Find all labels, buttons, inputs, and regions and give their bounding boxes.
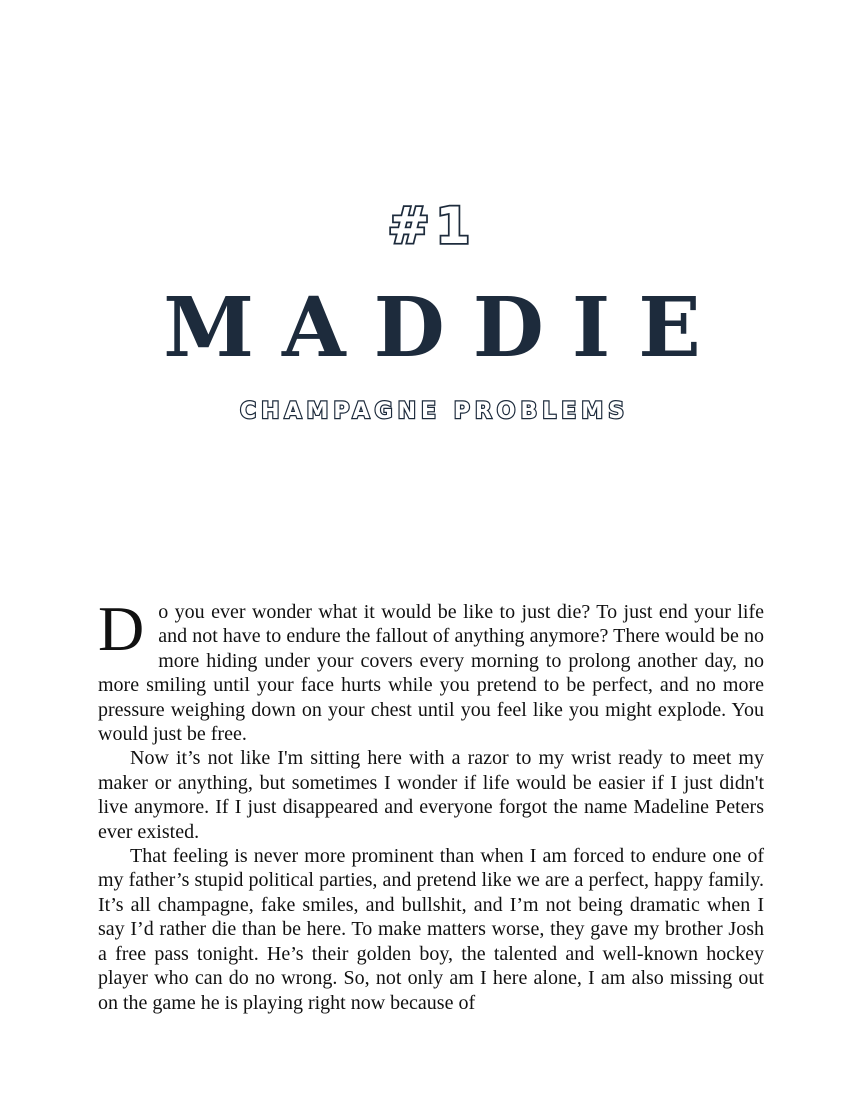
chapter-body bbox=[98, 593, 764, 1015]
chapter-subtitle: CHAMPAGNE PROBLEMS bbox=[239, 399, 630, 424]
chapter-title: MADDIE bbox=[163, 280, 729, 376]
paragraph-3: That feeling is never more prominent than when I am forced to endure one of my father’s stupid political parties, and pretend like we are a perfect, happy family. It’s all champagne, fake smiles, and bullshit, and I’m not being dramatic when I say I’d rather die than be here. To make matters worse, they gave my brother Josh a free pass tonight. He’s their golden boy, the talented and well-known hockey player who can do no wrong. So, not only am I here alone, I am also missing out on the game he is playing right now because of bbox=[98, 845, 764, 1014]
paragraph-1-text: o you ever wonder what it would be like to just die? To just end your life and not have to endure the fallout of anything anymore? There would be no more hiding under your covers every morning to prolong another day, no more smiling until your face hurts while you pretend to be perfect, and no more pressure weighing down on your chest until you feel like you might explode. You would just be free. bbox=[98, 601, 764, 746]
drop-cap: D bbox=[98, 593, 145, 664]
paragraph-2: Now it’s not like I'm sitting here with a razor to my wrist ready to meet my maker or anything, but sometimes I wonder if life would be easier if I just didn't live anymore. If I just disappeared and everyone forgot the name Madeline Peters ever existed. bbox=[98, 747, 764, 843]
chapter-heading bbox=[0, 196, 864, 426]
paragraph-1 bbox=[98, 593, 764, 746]
chapter-number: #1 bbox=[387, 197, 477, 255]
